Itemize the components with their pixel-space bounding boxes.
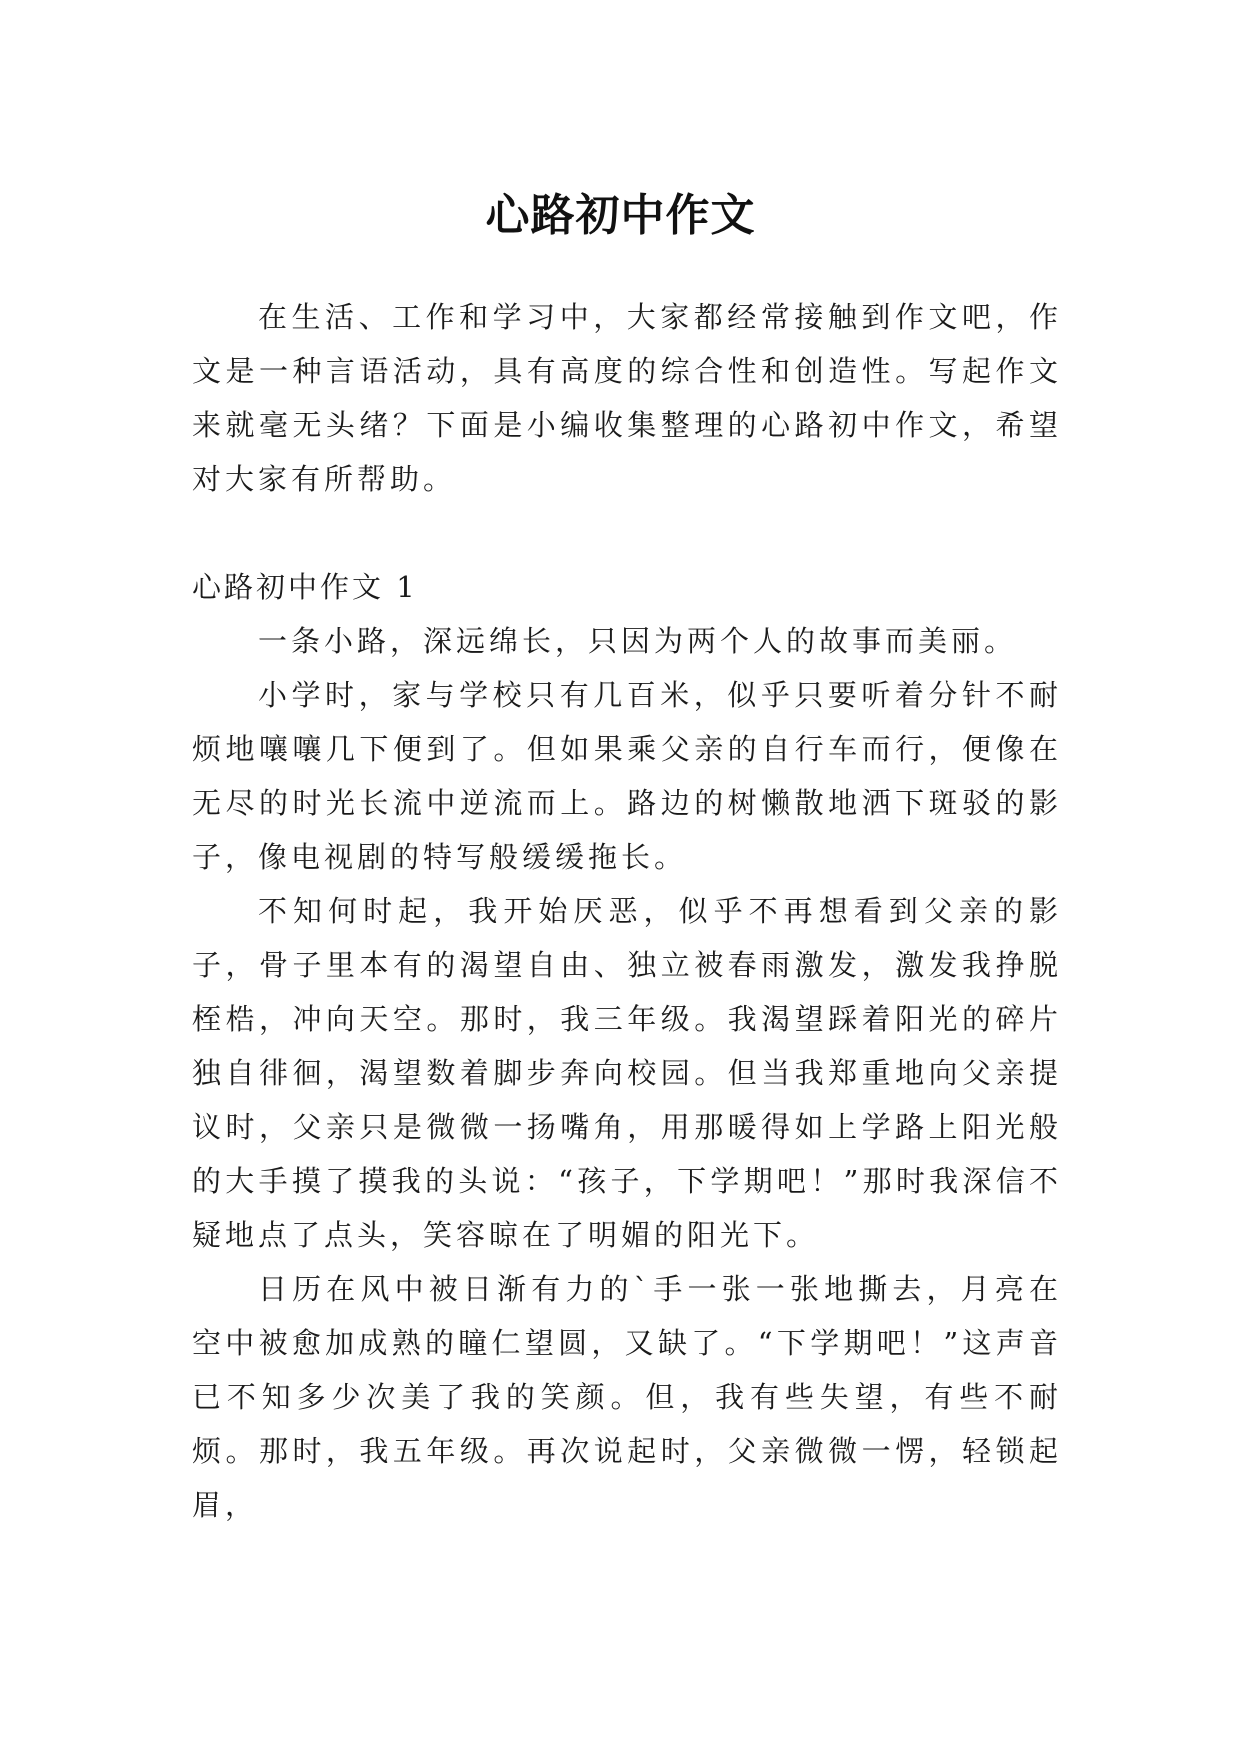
section-heading: 心路初中作文 1 <box>192 570 418 604</box>
body-paragraph: 日历在风中被日渐有力的`手一张一张地撕去，月亮在空中被愈加成熟的瞳仁望圆，又缺了。“下学期吧！”这声音已不知多少次美了我的笑颜。但，我有些失望，有些不耐烦。那时，我五年级。再次说起时，父亲微微一愣，轻锁起眉， <box>192 1272 1062 1522</box>
body-paragraph: 一条小路，深远绵长，只因为两个人的故事而美丽。 <box>258 624 1018 658</box>
document-body <box>192 290 1062 1532</box>
body-paragraph: 小学时，家与学校只有几百米，似乎只要听着分针不耐烦地嚷嚷几下便到了。但如果乘父亲的自行车而行，便像在无尽的时光长流中逆流而上。路边的树懒散地洒下斑驳的影子，像电视剧的特写般缓缓拖长。 <box>192 678 1062 874</box>
body-paragraph: 不知何时起，我开始厌恶，似乎不再想看到父亲的影子，骨子里本有的渴望自由、独立被春雨激发，激发我挣脱桎梏，冲向天空。那时，我三年级。我渴望踩着阳光的碎片独自徘徊，渴望数着脚步奔向校园。但当我郑重地向父亲提议时，父亲只是微微一扬嘴角，用那暖得如上学路上阳光般的大手摸了摸我的头说：“孩子，下学期吧！”那时我深信不疑地点了点头，笑容晾在了明媚的阳光下。 <box>192 894 1062 1252</box>
intro-paragraph: 在生活、工作和学习中，大家都经常接触到作文吧，作文是一种言语活动，具有高度的综合性和创造性。写起作文来就毫无头绪？下面是小编收集整理的心路初中作文，希望对大家有所帮助。 <box>192 300 1062 496</box>
page-title: 心路初中作文 <box>485 190 756 242</box>
